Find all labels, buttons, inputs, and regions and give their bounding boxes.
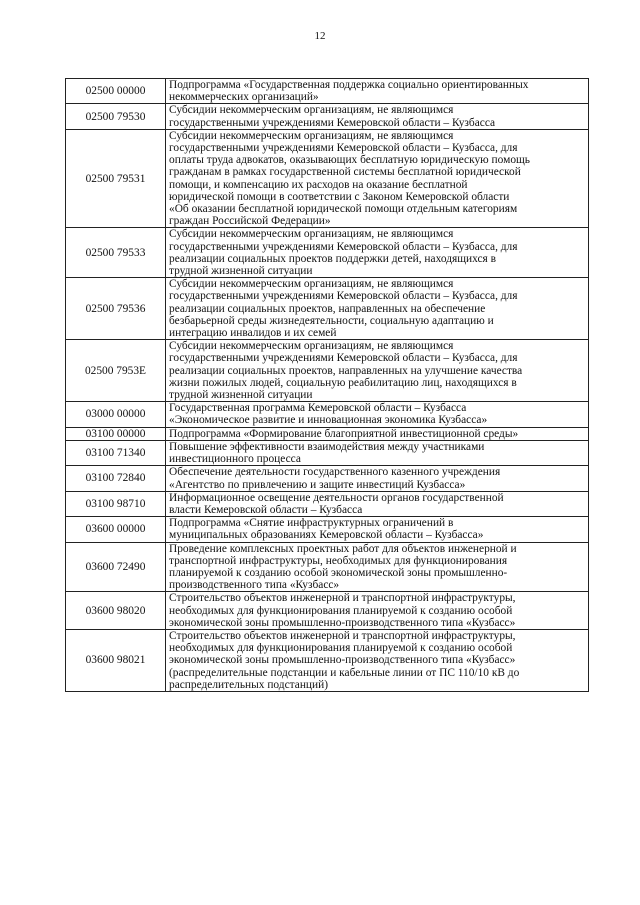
description-line: Подпрограмма «Формирование благоприятной инвестиционной среды» <box>169 427 519 440</box>
description-line: безбарьерной среды жизнедеятельности, социальную адаптацию и <box>169 314 494 327</box>
description-line: власти Кемеровской области – Кузбасса <box>169 503 363 516</box>
description-line: инвестиционного процесса <box>169 453 301 466</box>
description-line: государственными учреждениями Кемеровской области – Кузбасса, для <box>169 142 518 155</box>
description-line: Государственная программа Кемеровской области – Кузбасса <box>169 402 467 415</box>
budget-code: 03100 00000 <box>66 427 166 440</box>
budget-code: 02500 79536 <box>66 278 166 340</box>
budget-code: 02500 79533 <box>66 228 166 278</box>
table-row <box>66 517 589 542</box>
description-line: «Агентство по привлечению и защите инвестиций Кузбасса» <box>169 478 466 491</box>
description-line: планируемой к созданию особой экономической зоны промышленно- <box>169 566 508 579</box>
table-row <box>66 491 589 516</box>
description-line: Субсидии некоммерческим организациям, не являющимся <box>169 278 454 291</box>
description-line: реализации социальных проектов, направленных на улучшение качества <box>169 364 523 377</box>
table-body <box>66 79 589 692</box>
budget-code: 03600 98020 <box>66 592 166 630</box>
budget-code: 03600 72490 <box>66 542 166 592</box>
description-line: транспортной инфраструктуры, необходимых для функционирования <box>169 554 508 567</box>
table-row <box>66 402 589 427</box>
budget-code: 02500 79530 <box>66 104 166 129</box>
description-line: Информационное освещение деятельности органов государственной <box>169 491 504 504</box>
description-line: помощи, и компенсацию их расходов на оказание бесплатной <box>169 178 468 191</box>
description-line: граждан Российской Федерации» <box>169 215 331 228</box>
description-line: Подпрограмма «Снятие инфраструктурных ограничений в <box>169 517 454 530</box>
description-line: Субсидии некоммерческим организациям, не являющимся <box>169 228 454 241</box>
expense-description <box>166 402 589 427</box>
expense-description <box>166 592 589 630</box>
description-line: государственными учреждениями Кемеровской области – Кузбасса <box>169 116 496 129</box>
description-line: экономической зоны промышленно-производственного типа «Кузбасс» <box>169 654 516 667</box>
description-line: трудной жизненной ситуации <box>169 389 313 402</box>
description-line: государственными учреждениями Кемеровской области – Кузбасса, для <box>169 240 518 253</box>
expense-description <box>166 440 589 465</box>
table-row <box>66 592 589 630</box>
description-line: реализации социальных проектов, направленных на обеспечение <box>169 302 486 315</box>
expense-description <box>166 129 589 228</box>
description-line: реализации социальных проектов поддержки детей, находящихся в <box>169 252 496 265</box>
expense-description <box>166 340 589 402</box>
table-row <box>66 340 589 402</box>
description-line: государственными учреждениями Кемеровской области – Кузбасса, для <box>169 290 518 303</box>
description-line: Подпрограмма «Государственная поддержка социально ориентированных <box>169 79 529 91</box>
table-row <box>66 278 589 340</box>
description-line: трудной жизненной ситуации <box>169 265 313 278</box>
budget-code: 02500 00000 <box>66 79 166 104</box>
description-line: жизни пожилых людей, социальную реабилитацию лиц, находящихся в <box>169 376 517 389</box>
budget-code: 02500 7953E <box>66 340 166 402</box>
table-row <box>66 629 589 691</box>
expense-description <box>166 466 589 491</box>
description-line: экономической зоны промышленно-производственного типа «Кузбасс» <box>169 616 516 629</box>
description-line: производственного типа «Кузбасс» <box>169 579 340 592</box>
table-row <box>66 228 589 278</box>
description-line: некоммерческих организаций» <box>169 91 319 104</box>
description-line: Строительство объектов инженерной и транспортной инфраструктуры, <box>169 629 516 642</box>
description-line: юридической помощи в соответствии с Законом Кемеровской области <box>169 190 510 203</box>
description-line: необходимых для функционирования планируемой к созданию особой <box>169 604 513 617</box>
budget-code: 03100 72840 <box>66 466 166 491</box>
table-row <box>66 440 589 465</box>
budget-code: 03600 98021 <box>66 629 166 691</box>
description-line: Повышение эффективности взаимодействия между участниками <box>169 440 485 453</box>
description-line: распределительных подстанций) <box>169 678 329 691</box>
expense-description <box>166 427 589 440</box>
expense-description <box>166 491 589 516</box>
expense-description <box>166 517 589 542</box>
description-line: муниципальных образованиях Кемеровской области – Кузбасса» <box>169 529 484 542</box>
table-row <box>66 466 589 491</box>
expense-description <box>166 104 589 129</box>
expense-description <box>166 629 589 691</box>
expense-description <box>166 278 589 340</box>
table-row <box>66 542 589 592</box>
budget-code: 03600 00000 <box>66 517 166 542</box>
budget-code: 03000 00000 <box>66 402 166 427</box>
table-row <box>66 104 589 129</box>
budget-code: 03100 98710 <box>66 491 166 516</box>
description-line: гражданам в рамках государственной системы бесплатной юридической <box>169 166 521 179</box>
description-line: Проведение комплексных проектных работ для объектов инженерной и <box>169 542 517 555</box>
budget-code: 03100 71340 <box>66 440 166 465</box>
table-row <box>66 427 589 440</box>
expense-description <box>166 79 589 104</box>
budget-codes-table <box>65 78 589 692</box>
expense-description <box>166 228 589 278</box>
description-line: Субсидии некоммерческим организациям, не являющимся <box>169 129 454 142</box>
description-line: Строительство объектов инженерной и транспортной инфраструктуры, <box>169 592 516 605</box>
page-number: 12 <box>314 30 326 42</box>
description-line: оплаты труда адвокатов, оказывающих бесплатную юридическую помощь <box>169 154 530 167</box>
description-line: Субсидии некоммерческим организациям, не являющимся <box>169 104 454 117</box>
expense-description <box>166 542 589 592</box>
description-line: (распределительные подстанции и кабельные линии от ПС 110/10 кВ до <box>169 666 520 679</box>
description-line: интеграцию инвалидов и их семей <box>169 327 337 340</box>
description-line: необходимых для функционирования планируемой к созданию особой <box>169 642 513 655</box>
description-line: государственными учреждениями Кемеровской области – Кузбасса, для <box>169 352 518 365</box>
description-line: «Об оказании бесплатной юридической помощи отдельным категориям <box>169 203 518 216</box>
description-line: «Экономическое развитие и инновационная экономика Кузбасса» <box>169 414 488 427</box>
table-row <box>66 129 589 228</box>
description-line: Обеспечение деятельности государственного казенного учреждения <box>169 466 501 479</box>
table-row <box>66 79 589 104</box>
description-line: Субсидии некоммерческим организациям, не являющимся <box>169 340 454 353</box>
budget-code: 02500 79531 <box>66 129 166 228</box>
